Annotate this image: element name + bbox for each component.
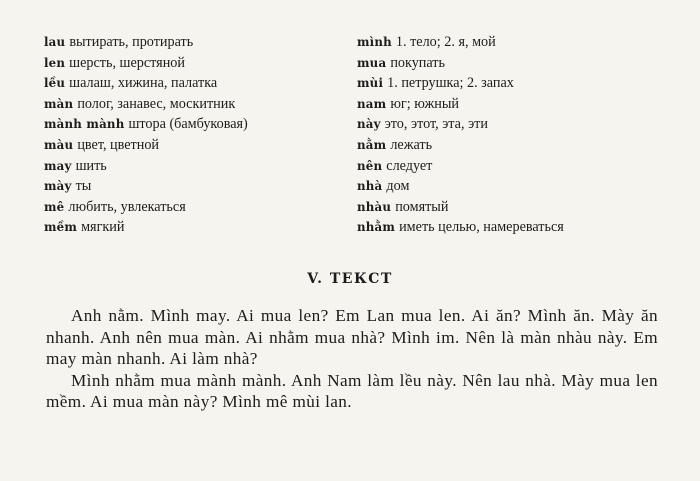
- vocab-entry: [44, 32, 344, 53]
- vocab-gloss: ты: [75, 178, 92, 195]
- vocab-entry: [44, 94, 344, 115]
- vocab-gloss: вытирать, протирать: [69, 34, 194, 50]
- vocab-word: mùi: [357, 76, 384, 91]
- vocab-entry: [357, 73, 657, 94]
- vocab-gloss: помятый: [395, 198, 449, 215]
- vocab-entry: [44, 114, 344, 135]
- vocab-gloss: 1. петрушка; 2. запах: [387, 75, 514, 92]
- vocab-entry: [357, 94, 657, 115]
- section-title: V. ТЕКСТ: [307, 271, 393, 287]
- vocab-entry: [44, 217, 344, 238]
- vocab-gloss: юг; южный: [390, 95, 459, 112]
- vocab-gloss: иметь целью, намереваться: [399, 219, 564, 236]
- vocab-gloss: штора (бамбуковая): [128, 116, 248, 133]
- vocab-entry: [357, 176, 657, 197]
- vocab-word: này: [357, 117, 381, 132]
- vocab-word: nam: [357, 96, 387, 111]
- vocab-entry: [44, 156, 344, 177]
- vocab-gloss: полог, занавес, москитник: [77, 95, 236, 112]
- vocab-word: mình: [357, 35, 392, 49]
- vocab-gloss: шалаш, хижина, палатка: [69, 75, 218, 92]
- vocab-entry: [357, 156, 657, 177]
- text-paragraph: Mình nhằm mua mành mành. Anh Nam làm lều này. Nên lau nhà. Mày mua len mềm. Ai mua màn này? Mình mê mùi lan.: [46, 370, 658, 412]
- vocab-gloss: мягкий: [81, 219, 125, 236]
- vocabulary-left-column: [44, 32, 344, 238]
- vocab-entry: [357, 217, 657, 238]
- vocab-gloss: любить, увлекаться: [68, 198, 186, 215]
- vocab-word: lau: [44, 35, 66, 49]
- vocab-word: nhằm: [357, 220, 396, 235]
- vocab-gloss: 1. тело; 2. я, мой: [395, 34, 496, 50]
- vocab-gloss: цвет, цветной: [77, 136, 160, 153]
- text-paragraph: Anh nằm. Mình may. Ai mua len? Em Lan mua len. Ai ăn? Mình ăn. Mày ăn nhanh. Anh nên mua màn. Ai nhằm mua nhà? Mình im. Nên là màn nhàu này. Em may màn nhanh. Ai làm nhà?: [46, 306, 658, 369]
- vocab-gloss: лежать: [390, 136, 433, 153]
- reading-text: [46, 305, 658, 413]
- vocab-word: mày: [44, 179, 72, 194]
- vocab-entry: [44, 135, 344, 156]
- vocab-entry: [44, 197, 344, 218]
- vocab-word: nhà: [357, 179, 383, 194]
- vocab-gloss: дом: [386, 178, 410, 195]
- vocab-word: may: [44, 158, 72, 173]
- vocab-gloss: шерсть, шерстяной: [69, 54, 185, 71]
- vocab-entry: [357, 53, 657, 74]
- vocab-word: màu: [44, 137, 74, 152]
- vocab-word: mê: [44, 199, 65, 214]
- vocab-gloss: покупать: [390, 54, 445, 71]
- vocab-entry: [44, 53, 344, 74]
- vocab-entry: [357, 135, 657, 156]
- vocab-word: lều: [44, 76, 66, 91]
- vocab-word: màn: [44, 96, 74, 111]
- vocab-entry: [357, 32, 657, 53]
- vocab-gloss: это, этот, эта, эти: [384, 116, 488, 133]
- vocab-gloss: шить: [75, 157, 107, 174]
- vocab-entry: [357, 114, 657, 135]
- vocab-word: len: [44, 55, 66, 70]
- vocab-word: mua: [357, 55, 387, 70]
- vocab-word: mềm: [44, 220, 78, 235]
- vocab-word: nằm: [357, 137, 387, 152]
- vocab-gloss: следует: [386, 157, 433, 174]
- vocab-entry: [44, 73, 344, 94]
- vocab-word: nên: [357, 158, 383, 173]
- vocab-word: mành mành: [44, 117, 125, 132]
- vocab-entry: [44, 176, 344, 197]
- vocab-entry: [357, 197, 657, 218]
- vocabulary-right-column: [357, 32, 657, 238]
- vocab-word: nhàu: [357, 199, 392, 214]
